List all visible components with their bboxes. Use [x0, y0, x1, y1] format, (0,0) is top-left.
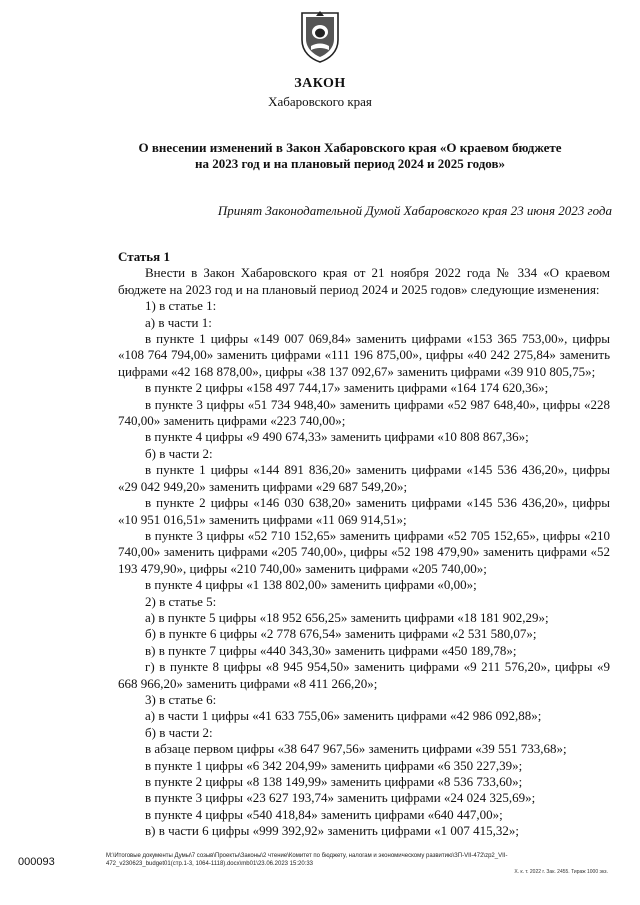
paragraph: в пункте 1 цифры «144 891 836,20» заменить цифрами «145 536 436,20», цифры «29 042 949,20» заменить цифрами «29 687 549,20»;: [118, 462, 610, 494]
paragraph: в пункте 1 цифры «6 342 204,99» заменить цифрами «6 350 227,39»;: [145, 757, 523, 773]
paragraph: в) в части 6 цифры «999 392,92» заменить цифрами «1 007 415,32»;: [145, 823, 519, 839]
paragraph: в пункте 4 цифры «1 138 802,00» заменить цифрами «0,00»;: [145, 577, 477, 593]
paragraph: в пункте 2 цифры «8 138 149,99» заменить цифрами «8 536 733,60»;: [145, 774, 523, 789]
paragraph: 2) в статье 5:: [145, 593, 217, 609]
paragraph: г) в пункте 8 цифры «8 945 954,50» заменить цифрами «9 211 576,20», цифры «9 668 966,20» заменить цифрами «8 411 266,20»;: [118, 659, 610, 691]
paragraph: в пункте 3 цифры «51 734 948,40» заменить цифрами «52 987 648,40», цифры «228 740,00» заменить цифрами «223 740,00»;: [118, 396, 610, 429]
paragraph: б) в части 2:: [145, 724, 213, 740]
law-title: ЗАКОН: [294, 76, 346, 91]
paragraph: в пункте 1 цифры «149 007 069,84» заменить цифрами «153 365 753,00», цифры «108 764 794,00» заменить цифрами «111 196 875,00», цифры «40 242 275,84» заменить цифрами «42 168 878,00», цифры «38 137 092,67» заменить цифрами «39 910 805,75»;: [118, 331, 610, 379]
document-number: 000093: [18, 856, 55, 868]
file-path-line: 472_v230623_budget01(стр.1-3, 1064-1118).docx\mb01\23.06.2023 15:20:33: [106, 861, 314, 867]
paragraph: в пункте 4 цифры «540 418,84» заменить цифрами «640 447,00»;: [145, 806, 503, 822]
print-info: Х. к. т. 2022 г. Зак. 2455. Тираж 1000 экз.: [514, 869, 608, 875]
adoption-note: Принят Законодательной Думой Хабаровского края 23 июня 2023 года: [217, 203, 612, 218]
paragraph: в абзаце первом цифры «38 647 967,56» заменить цифрами «39 551 733,68»;: [145, 741, 567, 757]
paragraph: в) в пункте 7 цифры «440 343,30» заменить цифрами «450 189,78»;: [145, 642, 517, 658]
paragraph: а) в части 1 цифры «41 633 755,06» заменить цифрами «42 986 092,88»;: [145, 708, 542, 724]
paragraph: а) в части 1:: [145, 314, 212, 330]
paragraph: 1) в статье 1:: [145, 298, 217, 314]
paragraph: в пункте 3 цифры «52 710 152,65» заменить цифрами «52 705 152,65», цифры «210 740,00» заменить цифрами «205 740,00», цифры «52 198 479,90» заменить цифрами «52 193 479,90», цифры «210 740,00» заменить цифрами «205 740,00»;: [118, 527, 610, 576]
region-name: Хабаровского края: [268, 94, 372, 109]
article-body: [118, 249, 610, 840]
paragraph: б) в части 2:: [145, 445, 213, 461]
file-path: [106, 852, 606, 868]
paragraph: в пункте 4 цифры «9 490 674,33» заменить цифрами «10 808 867,36»;: [145, 429, 529, 445]
paragraph: а) в пункте 5 цифры «18 952 656,25» заменить цифрами «18 181 902,29»;: [145, 609, 549, 625]
article-heading: Статья 1: [118, 249, 170, 264]
paragraph: в пункте 2 цифры «146 030 638,20» заменить цифрами «145 536 436,20», цифры «10 951 016,51» заменить цифрами «11 069 914,51»;: [118, 495, 610, 527]
law-subject-line: на 2023 год и на плановый период 2024 и 2025 годов»: [194, 156, 505, 171]
paragraph: Внести в Закон Хабаровского края от 21 ноября 2022 года № 334 «О краевом бюджете на 2023 год и на плановый период 2024 и 2025 годов» следующие изменения:: [118, 265, 610, 297]
law-subject-line: О внесении изменений в Закон Хабаровского края «О краевом бюджете: [138, 140, 562, 155]
paragraph: в пункте 2 цифры «158 497 744,17» заменить цифрами «164 174 620,36»;: [145, 380, 549, 396]
coat-of-arms-icon: [299, 10, 341, 64]
paragraph: 3) в статье 6:: [145, 691, 217, 707]
paragraph: в пункте 3 цифры «23 627 193,74» заменить цифрами «24 024 325,69»;: [145, 790, 536, 806]
file-path-line: M:\Итоговые документы Думы\7 созыв\Проекты\Законы\2 чтение\Комитет по бюджету, налогам и экономическому развитию\ЗП-VII-472\zp2_VII-: [106, 853, 508, 859]
law-subject: [110, 140, 590, 172]
paragraph: б) в пункте 6 цифры «2 778 676,54» заменить цифрами «2 531 580,07»;: [145, 626, 537, 642]
